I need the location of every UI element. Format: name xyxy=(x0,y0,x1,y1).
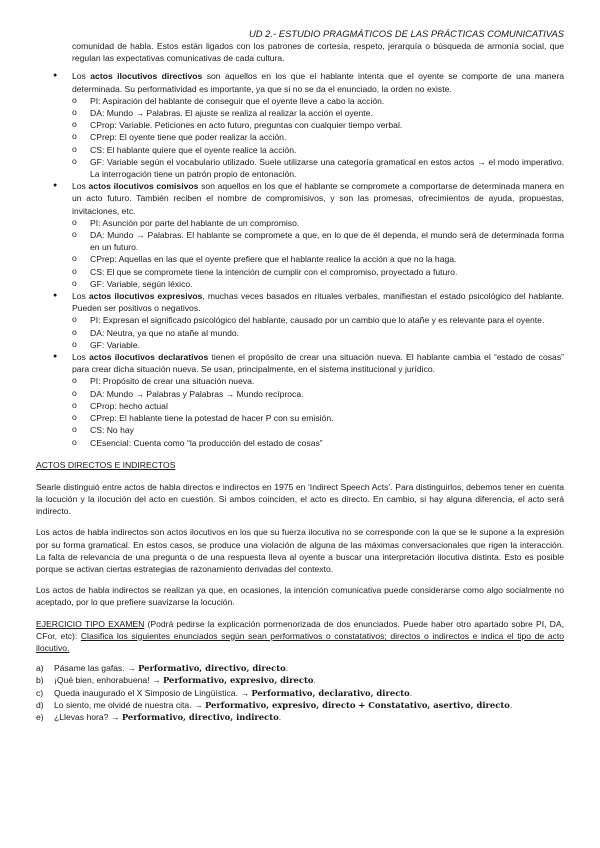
exercise-item: b) ¡Qué bien, enhorabuena! → Performativo, expresivo, directo. xyxy=(36,675,316,686)
list-item: o PI: Propósito de crear una situación nueva. xyxy=(72,375,564,387)
answer: Performativo, expresivo, directo + Constatativo, asertivo, directo xyxy=(204,699,510,710)
list-item: o CPrep: El oyente tiene que poder realizar la acción. xyxy=(72,131,564,143)
list-item: o DA: Neutra, ya que no atañe al mundo. xyxy=(72,327,564,339)
list-item: o CEsencial: Cuenta como “la producción del estado de cosas” xyxy=(72,437,564,449)
sublist xyxy=(72,95,564,180)
list-item: o CS: El hablante quiere que el oyente realice la acción. xyxy=(72,144,564,156)
act-comisivos: ● Los actos ilocutivos comisivos son aquellos en los que el hablante se compromete a comportarse de determinada manera en un acto futuro. También reciben el nombre de compromisivos, y son las promesas, ofrecimientos de ayuda, propuestas, invitaciones, etc. o PI: Asunción por parte del hablante de un compromiso. o DA: Mundo → Palabras. El hablante se compromete a que, en lo que de él dependa, el mundo será de determinada forma en un futuro. o CPrep: Aquellas en las que el oyente prefiere que el hablante realice la acción a que no la haga. o CS: El que se compromete tiene la intención de cumplir con el compromiso, proyectado a futuro. o GF: Variable, según léxico. xyxy=(36,180,564,290)
list-item: o DA: Mundo → Palabras y Palabras → Mundo recíproca. xyxy=(72,388,564,400)
act-directivos: ● Los actos ilocutivos directivos son aquellos en los que el hablante intenta que el oyente se comporte de una manera determinada. Su performatividad es importante, ya que si no se da el enunciado, la orden no existe. o PI: Aspiración del hablante de conseguir que el oyente lleve a cabo la acción. o DA: Mundo → Palabras. El ajuste se realiza al realizar la acción el oyente. o CProp: Variable. Peticiones en acto futuro, preguntas con cualquier tiempo verbal. o CPrep: El oyente tiene que poder realizar la acción. o CS: El hablante quiere que el oyente realice la acción. o GF: Variable según el vocabulario utilizado. Suele utilizarse una categoría gramatical en estos actos → el modo imperativo. La interrogación tiene un patrón propio de entonación. xyxy=(36,70,564,180)
answer: Performativo, directivo, directo xyxy=(138,663,286,674)
sublist xyxy=(72,375,564,448)
paragraph: Searle distinguió entre actos de habla directos e indirectos en 1975 en ‘Indirect Speech Acts’. Para distinguirlos, debemos tener en cuenta la locución y la ilocución del acto en cuestión. Si ambos coinciden, el acto es directo. En cambio, si hay alguna diferencia, el acto será indirecto. xyxy=(36,481,564,517)
list-item: o PI: Aspiración del hablante de conseguir que el oyente lleve a cabo la acción. xyxy=(72,95,564,107)
list-item: o PI: Asunción por parte del hablante de un compromiso. xyxy=(72,217,564,229)
act-term: actos ilocutivos expresivos xyxy=(88,291,203,302)
exercise-header: EJERCICIO TIPO EXAMEN (Podrá pedirse la explicación pormenorizada de dos enunciados. Puede haber otro apartado sobre PI, DA, CFor, etc): Clasifica los siguientes enunciados según sean performativos o constatativos; directos o indirectos e indica el tipo de acto ilocutivo. xyxy=(36,618,564,653)
list-item: o CProp: hecho actual xyxy=(72,400,564,412)
act-term: actos ilocutivos directivos xyxy=(90,71,203,82)
list-item: o DA: Mundo → Palabras. El hablante se compromete a que, en lo que de él dependa, el mundo será de determinada forma en un futuro. xyxy=(72,229,564,253)
list-item: o CPrep: El hablante tiene la potestad de hacer P con su emisión. xyxy=(72,412,564,424)
list-item: o GF: Variable, según léxico. xyxy=(72,278,564,290)
exercise-item: d) Lo siento, me olvidé de nuestra cita. → Performativo, expresivo, directo + Constatativo, asertivo, directo. xyxy=(36,699,513,710)
acts-list xyxy=(36,70,564,448)
page-header: UD 2.- ESTUDIO PRAGMÁTICOS DE LAS PRÁCTICAS COMUNICATIVAS xyxy=(249,28,564,39)
paragraph: Los actos de habla indirectos son actos ilocutivos en los que su fuerza ilocutiva no se corresponde con la que se le supone a la expresión por su forma gramatical. En estos casos, se produce una violación de alguna de las máximas conversacionales que rigen la interacción. La falta de relevancia de una pregunta o de una respuesta lleva al oyente a buscar una interpretación ilocutiva distinta. Esto es posible porque se activan ciertas estrategias de razonamiento derivadas del contexto. xyxy=(36,527,564,574)
act-term: actos ilocutivos declarativos xyxy=(89,352,209,363)
exercise-item: e) ¿Llevas hora? → Performativo, directivo, indirecto. xyxy=(36,711,282,722)
exercise-item: c) Queda inaugurado el X Simposio de Lingüística. → Performativo, declarativo, directo. xyxy=(36,687,413,698)
answer: Performativo, directivo, indirecto xyxy=(121,711,279,722)
list-item: o CProp: Variable. Peticiones en acto futuro, preguntas con cualquier tiempo verbal. xyxy=(72,119,564,131)
act-declarativos: ● Los actos ilocutivos declarativos tienen el propósito de crear una situación nueva. El hablante cambia el “estado de cosas” para crear dicha situación nueva. Se usan, principalmente, en el sistema institucional y jurídico. o PI: Propósito de crear una situación nueva. o DA: Mundo → Palabras y Palabras → Mundo recíproca. o CProp: hecho actual o CPrep: El hablante tiene la potestad de hacer P con su emisión. o CS: No hay o CEsencial: Cuenta como “la producción del estado de cosas” xyxy=(36,351,564,449)
sublist xyxy=(72,217,564,290)
list-item: o CPrep: Aquellas en las que el oyente prefiere que el hablante realice la acción a que no la haga. xyxy=(72,253,564,265)
act-term: actos ilocutivos comisivos xyxy=(88,181,199,192)
intro-paragraph: comunidad de habla. Estos están ligados con los patrones de cortesía, respeto, jerarquía o búsqueda de armonía social, que regulan las expectativas comunicativas de cada cultura. xyxy=(72,41,564,64)
exercise-title: EJERCICIO TIPO EXAMEN xyxy=(36,618,145,629)
answer: Performativo, expresivo, directo xyxy=(162,675,314,686)
exercise-instruction: Clasifica los siguientes enunciados según sean performativos o constatativos; directos o indirectos e indica el tipo de acto ilocutivo. xyxy=(36,630,564,653)
exercise-item: a) Pásame las gafas. → Performativo, directivo, directo. xyxy=(36,663,289,674)
answer: Performativo, declarativo, directo xyxy=(251,687,410,698)
act-expresivos: ● Los actos ilocutivos expresivos, muchas veces basados en rituales verbales, manifiestan el estado psicológico del hablante. Pueden ser positivos o negativos. o PI: Expresan el significado psicológico del hablante, causado por un cambio que lo atañe y es relevante para el oyente. o DA: Neutra, ya que no atañe al mundo. o GF: Variable. xyxy=(36,290,564,351)
list-item: o DA: Mundo → Palabras. El ajuste se realiza al realizar la acción el oyente. xyxy=(72,107,564,119)
exercise-list xyxy=(36,662,564,723)
paragraph: Los actos de habla indirectos se realizan ya que, en ocasiones, la intención comunicativa puede considerarse como algo socialmente no aceptado, por lo que prefiere suavizarse la locución. xyxy=(36,585,564,608)
list-item: o CS: No hay xyxy=(72,424,564,436)
list-item: o PI: Expresan el significado psicológico del hablante, causado por un cambio que lo atañe y es relevante para el oyente. xyxy=(72,314,564,326)
sublist xyxy=(72,314,564,351)
list-item: o GF: Variable. xyxy=(72,339,564,351)
list-item: o CS: El que se compromete tiene la intención de cumplir con el compromiso, proyectado a futuro. xyxy=(72,266,564,278)
list-item: o GF: Variable según el vocabulario utilizado. Suele utilizarse una categoría gramatical en estos actos → el modo imperativo. La interrogación tiene un patrón propio de entonación. xyxy=(72,156,564,180)
section-title: ACTOS DIRECTOS E INDIRECTOS xyxy=(36,459,176,470)
